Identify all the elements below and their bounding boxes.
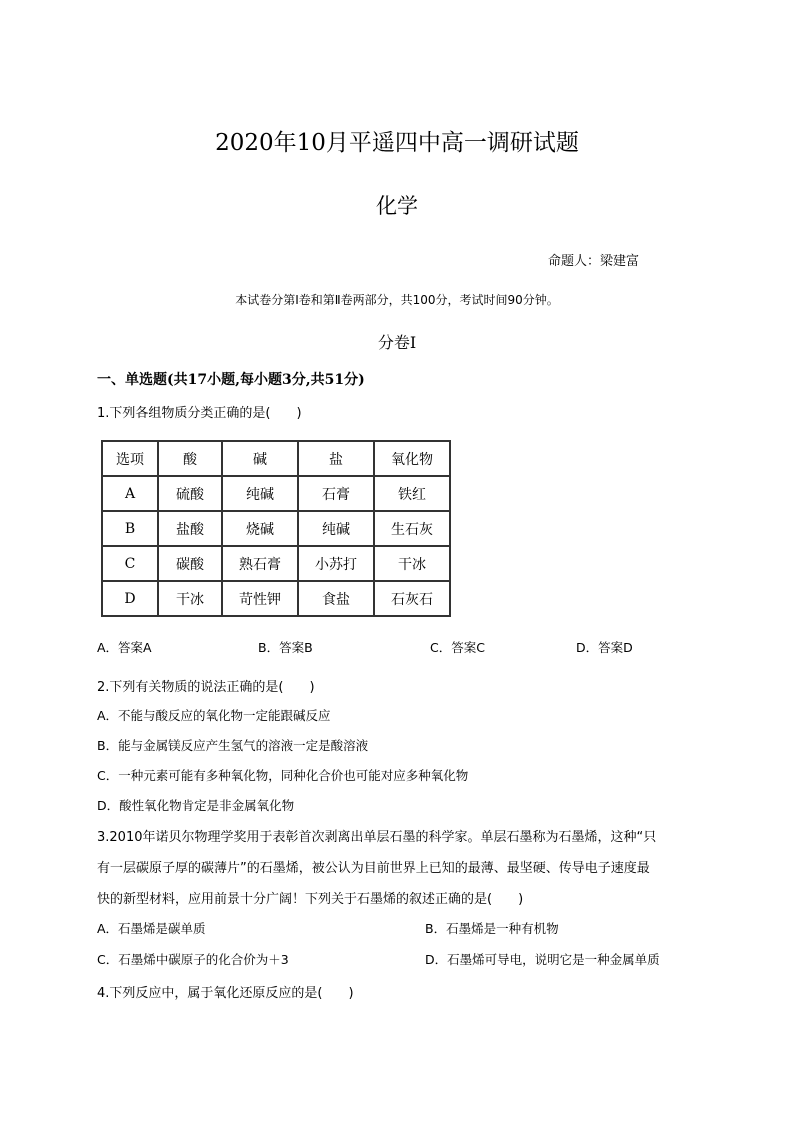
question-3-option-b[interactable]: B．石墨烯是一种有机物 [425, 921, 559, 936]
exam-intro: 本试卷分第Ⅰ卷和第Ⅱ卷两部分，共100分，考试时间90分钟。 [235, 293, 559, 307]
question-2-option-d[interactable]: D．酸性氧化物肯定是非金属氧化物 [97, 798, 295, 813]
table-cell: 小苏打 [298, 546, 374, 581]
table-cell: 熟石膏 [222, 546, 298, 581]
table-cell: 石膏 [298, 476, 374, 511]
table-header-cell: 盐 [298, 441, 374, 476]
question-2-option-a[interactable]: A．不能与酸反应的氧化物一定能跟碱反应 [97, 708, 331, 723]
table-cell: 纯碱 [298, 511, 374, 546]
question-2-option-c[interactable]: C．一种元素可能有多种氧化物，同种化合价也可能对应多种氧化物 [97, 768, 469, 783]
table-header-cell: 选项 [102, 441, 158, 476]
question-3-option-a[interactable]: A．石墨烯是碳单质 [97, 921, 206, 936]
table-cell: B [102, 511, 158, 546]
question-1-option-c[interactable]: C．答案C [430, 640, 485, 655]
table-cell: 烧碱 [222, 511, 298, 546]
question-1-option-b[interactable]: B．答案B [258, 640, 313, 655]
table-cell: C [102, 546, 158, 581]
subject-title: 化学 [376, 194, 418, 218]
part-heading: 一、单选题(共17小题,每小题3分,共51分) [97, 372, 365, 388]
question-4-stem: 4.下列反应中，属于氧化还原反应的是( ) [97, 986, 354, 1001]
table-cell: 干冰 [374, 546, 450, 581]
table-cell: 食盐 [298, 581, 374, 616]
question-2-option-b[interactable]: B．能与金属镁反应产生氢气的溶液一定是酸溶液 [97, 738, 369, 753]
question-3-option-c[interactable]: C．石墨烯中碳原子的化合价为＋3 [97, 952, 289, 967]
table-row [102, 511, 450, 546]
table-cell: 碳酸 [158, 546, 222, 581]
table-cell: 盐酸 [158, 511, 222, 546]
table-cell: 生石灰 [374, 511, 450, 546]
section-title: 分卷Ⅰ [377, 333, 417, 352]
question-1-stem: 1.下列各组物质分类正确的是( ) [97, 406, 302, 421]
exam-title: 2020年10月平遥四中高一调研试题 [215, 130, 579, 156]
classification-table [101, 440, 451, 617]
question-3-stem-line: 3.2010年诺贝尔物理学奖用于表彰首次剥离出单层石墨的科学家。单层石墨称为石墨烯，这种“只 [97, 830, 657, 845]
table-cell: 硫酸 [158, 476, 222, 511]
question-3-stem-line: 快的新型材料，应用前景十分广阔！下列关于石墨烯的叙述正确的是( ) [97, 892, 524, 907]
table-row [102, 581, 450, 616]
question-3-option-d[interactable]: D．石墨烯可导电，说明它是一种金属单质 [425, 952, 660, 967]
question-2-stem: 2.下列有关物质的说法正确的是( ) [97, 680, 315, 695]
table-header-row [102, 441, 450, 476]
question-1-option-d[interactable]: D．答案D [576, 640, 633, 655]
question-1-option-a[interactable]: A．答案A [97, 640, 152, 655]
table-cell: 石灰石 [374, 581, 450, 616]
question-3-stem-line: 有一层碳原子厚的碳薄片”的石墨烯，被公认为目前世界上已知的最薄、最坚硬、传导电子速度最 [97, 861, 650, 876]
table-cell: 干冰 [158, 581, 222, 616]
table-cell: D [102, 581, 158, 616]
table-cell: 纯碱 [222, 476, 298, 511]
table-row [102, 476, 450, 511]
table-cell: A [102, 476, 158, 511]
table-row [102, 546, 450, 581]
table-header-cell: 氧化物 [374, 441, 450, 476]
table-header-cell: 酸 [158, 441, 222, 476]
table-cell: 苛性钾 [222, 581, 298, 616]
table-header-cell: 碱 [222, 441, 298, 476]
table-cell: 铁红 [374, 476, 450, 511]
author-line: 命题人：梁建富 [548, 254, 640, 269]
